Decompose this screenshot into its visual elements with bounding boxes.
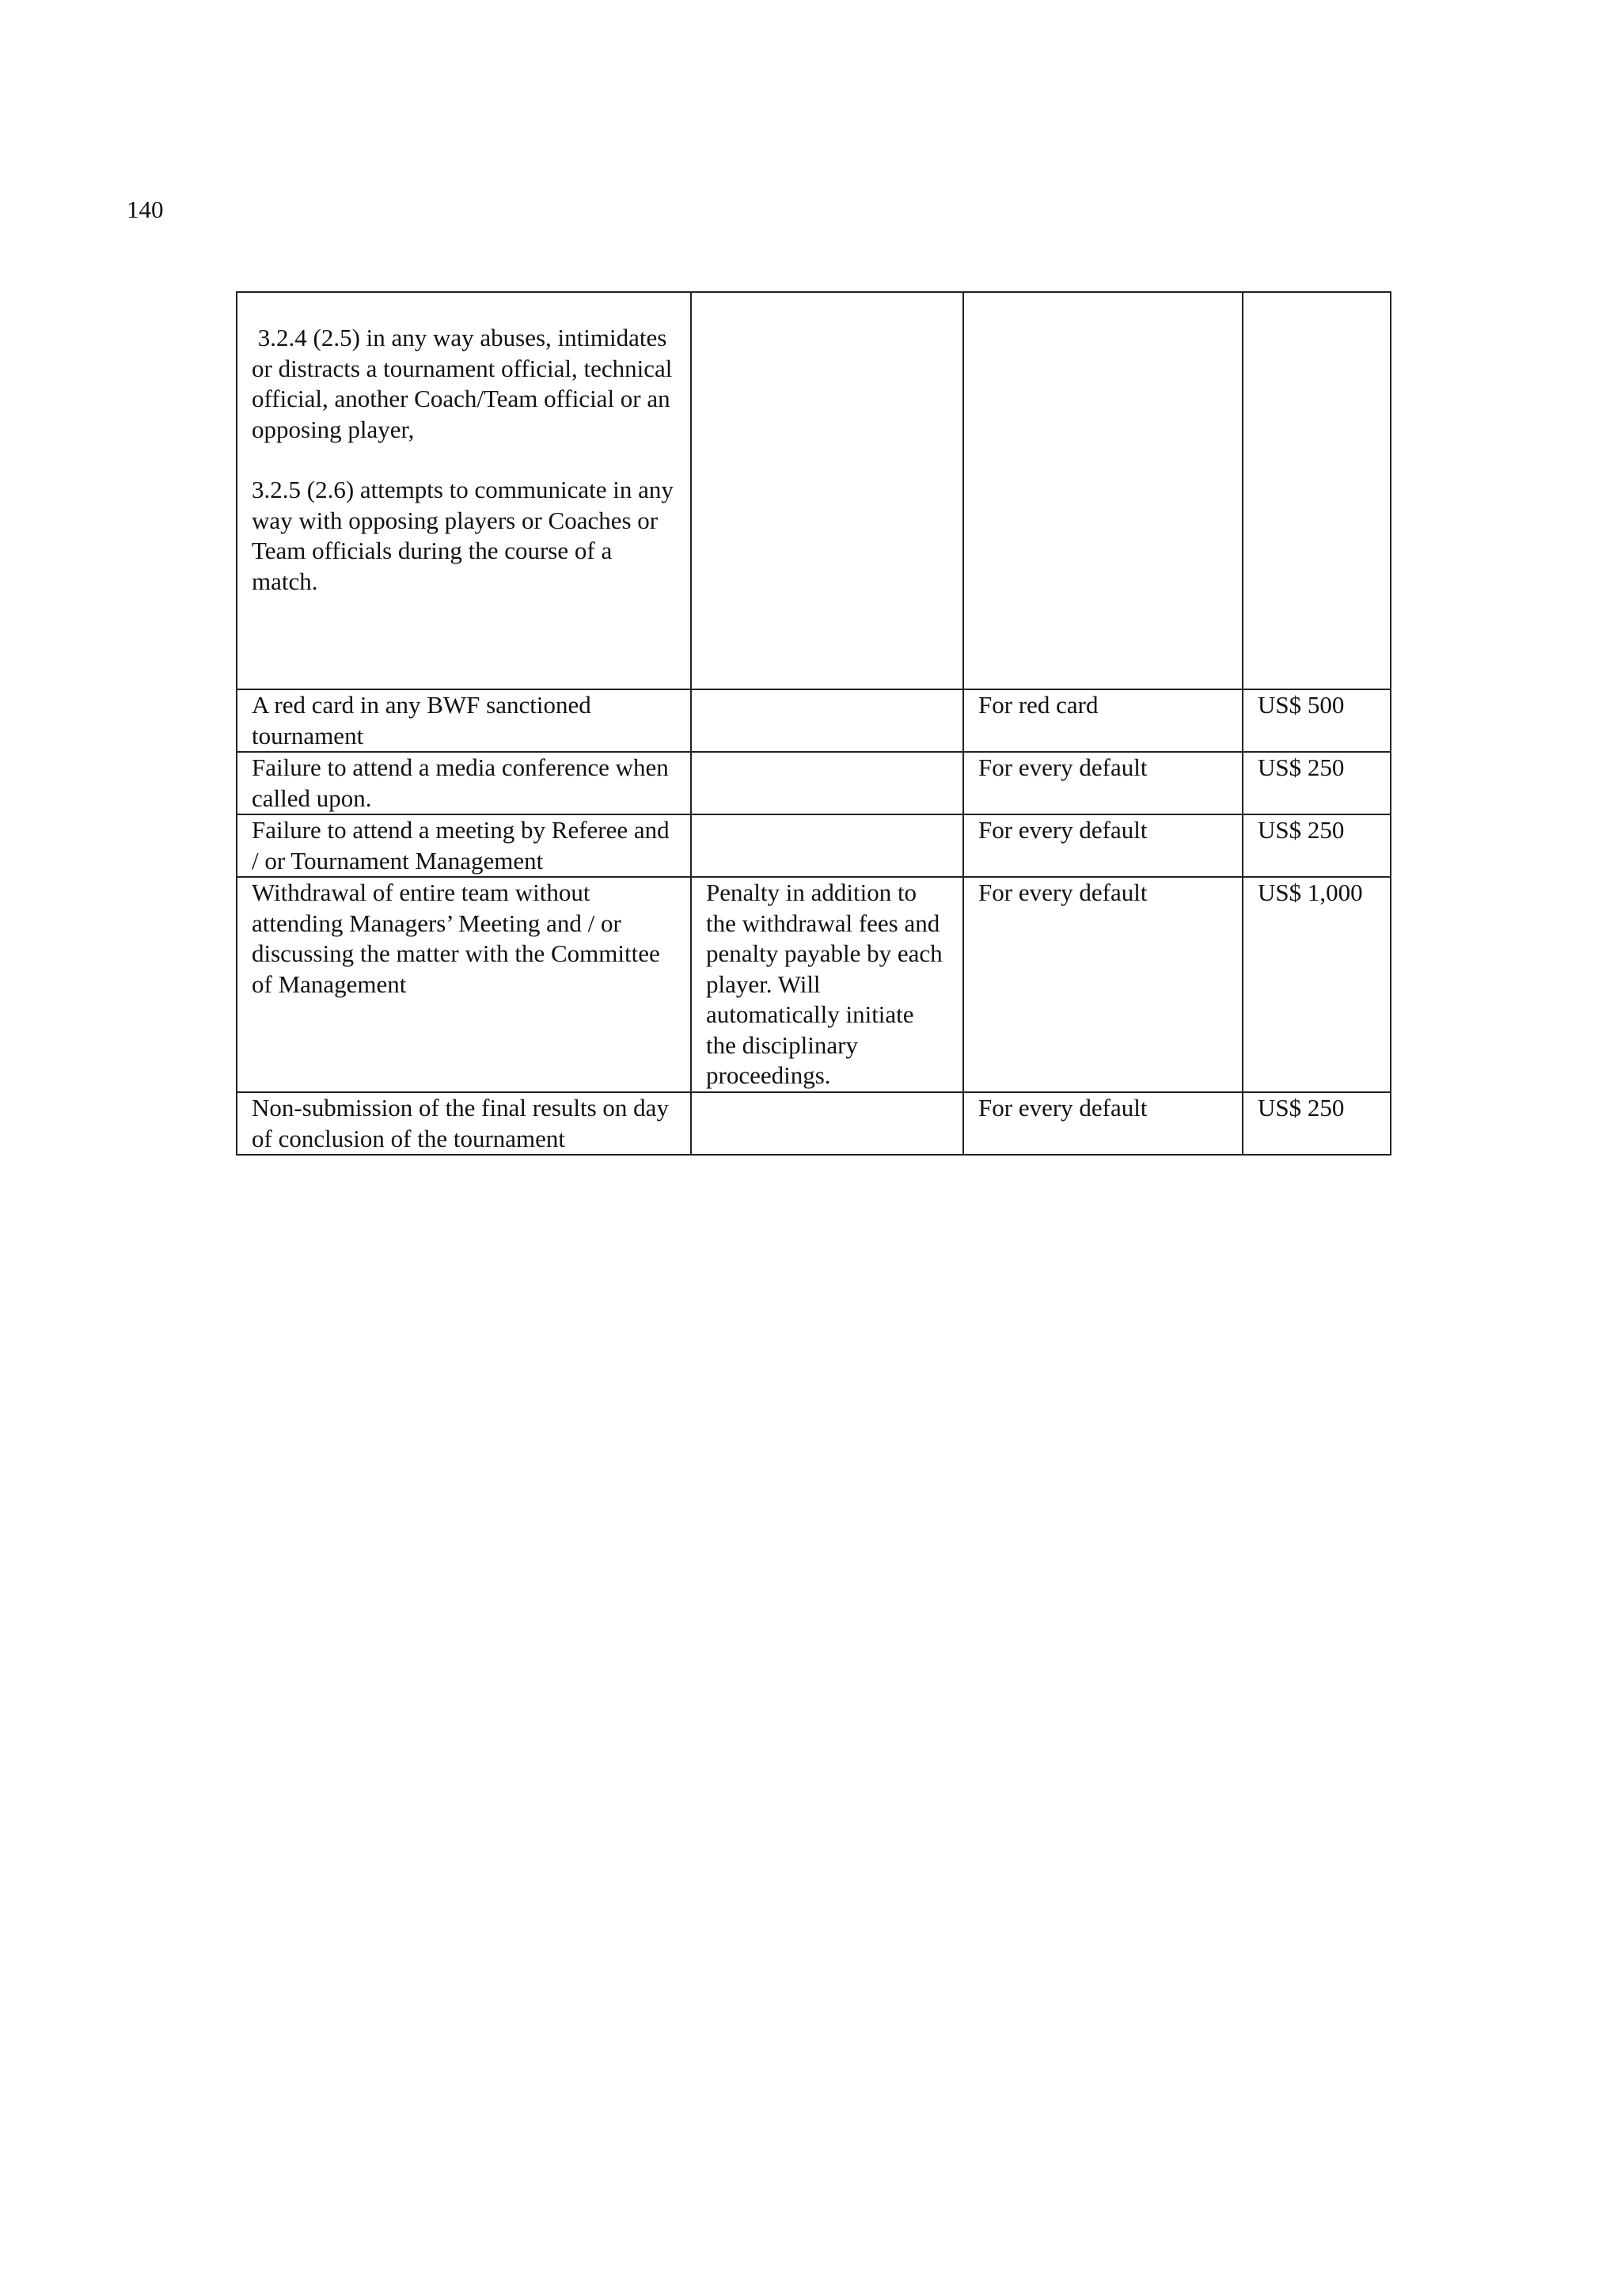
amount-cell: US$ 250 xyxy=(1243,1092,1391,1155)
remarks-cell xyxy=(691,752,963,814)
offence-cell: A red card in any BWF sanctioned tournament xyxy=(237,689,691,752)
remarks-cell xyxy=(691,814,963,877)
basis-cell: For every default xyxy=(963,877,1243,1092)
basis-cell: For every default xyxy=(963,814,1243,877)
table-row xyxy=(237,292,1391,689)
offence-paragraph: 3.2.5 (2.6) attempts to communicate in any way with opposing players or Coaches or Team officials during the course of a match. xyxy=(252,476,674,595)
offence-cell: Failure to attend a meeting by Referee and / or Tournament Management xyxy=(237,814,691,877)
offence-paragraph: 3.2.4 (2.5) in any way abuses, intimidates or distracts a tournament official, technical official, another Coach/Team official or an opposing player, xyxy=(252,324,679,443)
offence-cell xyxy=(237,292,691,689)
remarks-cell xyxy=(691,1092,963,1155)
remarks-cell: Penalty in addition to the withdrawal fees and penalty payable by each player. Will automatically initiate the disciplinary proceedings. xyxy=(691,877,963,1092)
offence-cell: Failure to attend a media conference when called upon. xyxy=(237,752,691,814)
page-number: 140 xyxy=(127,195,164,223)
amount-cell: US$ 500 xyxy=(1243,689,1391,752)
table-row xyxy=(237,752,1391,814)
remarks-cell xyxy=(691,689,963,752)
amount-cell xyxy=(1243,292,1391,689)
table-row xyxy=(237,877,1391,1092)
table-row xyxy=(237,1092,1391,1155)
table-row xyxy=(237,689,1391,752)
basis-cell: For every default xyxy=(963,752,1243,814)
amount-cell: US$ 250 xyxy=(1243,752,1391,814)
remarks-cell xyxy=(691,292,963,689)
offence-cell: Withdrawal of entire team without attending Managers’ Meeting and / or discussing the matter with the Committee of Management xyxy=(237,877,691,1092)
penalty-table xyxy=(236,291,1391,1156)
amount-cell: US$ 1,000 xyxy=(1243,877,1391,1092)
amount-cell: US$ 250 xyxy=(1243,814,1391,877)
basis-cell: For every default xyxy=(963,1092,1243,1155)
basis-cell: For red card xyxy=(963,689,1243,752)
basis-cell xyxy=(963,292,1243,689)
offence-cell: Non-submission of the final results on day of conclusion of the tournament xyxy=(237,1092,691,1155)
table-row xyxy=(237,814,1391,877)
